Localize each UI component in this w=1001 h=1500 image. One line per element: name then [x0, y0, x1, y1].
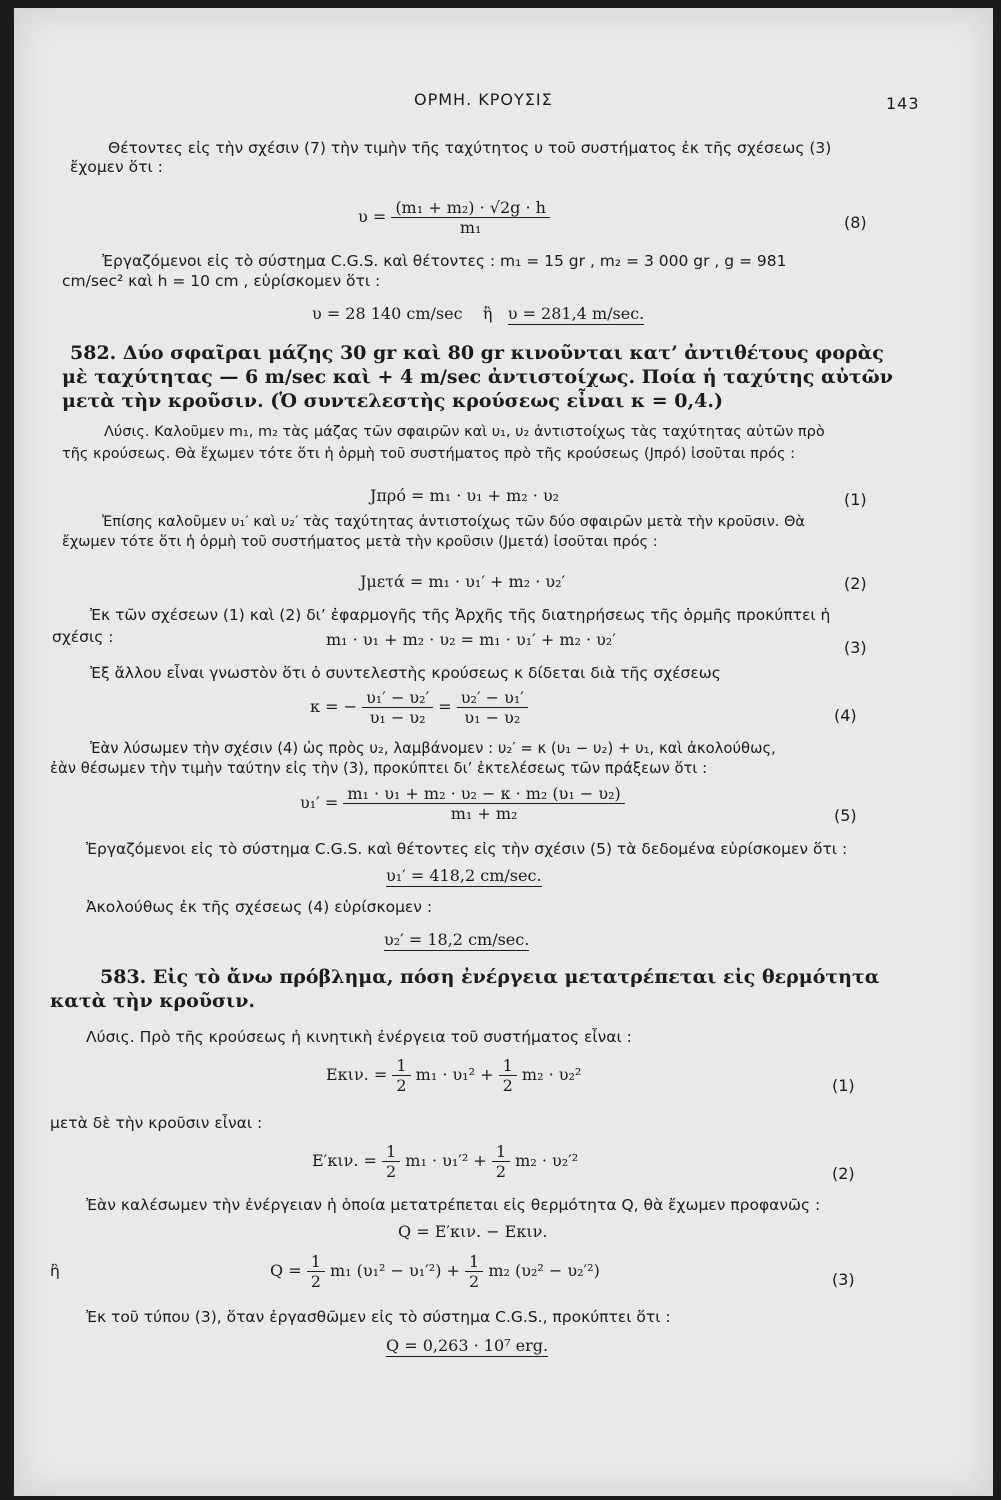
- equation-4-denominator-1: υ₁ − υ₂: [369, 708, 426, 727]
- equation-8-fraction: [391, 198, 550, 237]
- equation-583-3: [270, 1252, 600, 1291]
- intro-line-2: ἔχομεν ὅτι :: [70, 158, 163, 176]
- half-fraction: [382, 1142, 400, 1181]
- equation-582-4: [310, 688, 528, 727]
- final-result-text: Q = 0,263 · 10⁷ erg.: [386, 1336, 549, 1355]
- equation-8-denominator: m₁: [459, 218, 482, 237]
- half-fraction: [392, 1056, 410, 1095]
- q-definition: Q = E′κιν. − Eκιν.: [398, 1222, 548, 1241]
- equation-5-numerator: m₁ · υ₁ + m₂ · υ₂ − κ · m₂ (υ₁ − υ₂): [343, 784, 624, 804]
- equation-5-denominator: m₁ + m₂: [450, 804, 518, 823]
- equation-8: [358, 198, 550, 237]
- half-denominator: 2: [385, 1162, 397, 1181]
- solution-582-line-6: σχέσις :: [52, 628, 114, 646]
- equation-583-3-term-2: m₂ (υ₂² − υ₂′²): [488, 1261, 600, 1280]
- final-result: [386, 1336, 548, 1355]
- equation-4-lhs: κ = −: [310, 697, 357, 716]
- half-numerator: 1: [307, 1252, 325, 1272]
- half-numerator: 1: [392, 1056, 410, 1076]
- problem-582-line-3: μετὰ τὴν κροῦσιν. (Ὁ συντελεστὴς κρούσεως εἶναι κ = 0,4.): [62, 390, 723, 412]
- half-denominator: 2: [396, 1076, 407, 1095]
- equation-583-3-term-1: m₁ (υ₁² − υ₁′²) +: [329, 1261, 460, 1280]
- equation-582-5: [300, 784, 625, 823]
- solution-582-line-2: τῆς κρούσεως. Θὰ ἔχωμεν τότε ὅτι ἡ ὁρμὴ τοῦ συστήματος πρὸ τῆς κρούσεως (Jπρό) ἰσοῦται πρός :: [62, 446, 795, 462]
- solution-583-line-2: μετὰ δὲ τὴν κροῦσιν εἶναι :: [50, 1114, 263, 1132]
- intro-line-1: Θέτοντες εἰς τὴν σχέσιν (7) τὴν τιμὴν τῆς ταχύτητος υ τοῦ συστήματος ἐκ τῆς σχέσεως (3): [108, 139, 832, 157]
- half-numerator: 1: [492, 1142, 510, 1162]
- result-8-or: ἢ: [482, 304, 493, 323]
- book-page: [14, 8, 993, 1496]
- equation-8-number: (8): [844, 213, 867, 232]
- half-fraction: [492, 1142, 510, 1181]
- solution-582-line-3: Ἐπίσης καλοῦμεν υ₁′ καὶ υ₂′ τὰς ταχύτητας ἀντιστοίχως τῶν δύο σφαιρῶν μετὰ τὴν κροῦσιν. Θὰ: [102, 514, 805, 530]
- equation-4-numerator-2: υ₂′ − υ₁′: [457, 688, 528, 708]
- problem-582-line-2: μὲ ταχύτητας — 6 m/sec καὶ + 4 m/sec ἀντιστοίχως. Ποία ἡ ταχύτης αὐτῶν: [62, 366, 893, 388]
- equation-583-1-term-1: m₁ · υ₁² +: [415, 1065, 494, 1084]
- equation-583-2-term-1: m₁ · υ₁′² +: [405, 1151, 487, 1170]
- half-numerator: 1: [499, 1056, 517, 1076]
- running-head: ΟΡΜΗ. ΚΡΟΥΣΙΣ: [414, 90, 553, 109]
- result-8-m: υ = 281,4 m/sec.: [507, 304, 645, 323]
- result-582-v2-text: υ₂′ = 18,2 cm/sec.: [384, 930, 530, 949]
- equation-4-fraction-1: [362, 688, 433, 727]
- result-582-v2: [384, 930, 529, 949]
- equation-583-1-lhs: Eκιν. =: [326, 1065, 388, 1084]
- solution-583-line-3: Ἐὰν καλέσωμεν τὴν ἐνέργειαν ἡ ὁποία μετατρέπεται εἰς θερμότητα Q, θὰ ἔχωμεν προφανῶς :: [86, 1196, 821, 1214]
- solution-582-line-8: Ἐὰν λύσωμεν τὴν σχέσιν (4) ὡς πρὸς υ₂, λαμβάνομεν : υ₂′ = κ (υ₁ − υ₂) + υ₁, καὶ ἀκολούθως,: [90, 740, 776, 757]
- equation-582-4-number: (4): [834, 706, 857, 725]
- equation-8-lhs: υ =: [358, 207, 387, 226]
- equation-4-denominator-2: υ₁ − υ₂: [464, 708, 521, 727]
- equation-583-1-term-2: m₂ · υ₂²: [521, 1065, 582, 1084]
- equation-582-5-number: (5): [834, 806, 857, 825]
- half-denominator: 2: [502, 1076, 513, 1095]
- half-denominator: 2: [310, 1272, 321, 1291]
- half-denominator: 2: [495, 1162, 507, 1181]
- equation-4-fraction-2: [457, 688, 528, 727]
- equation-582-1: Jπρό = m₁ · υ₁ + m₂ · υ₂: [370, 486, 560, 505]
- solution-582-line-11: Ἀκολούθως ἐκ τῆς σχέσεως (4) εὑρίσκομεν :: [86, 898, 433, 916]
- result-8: [312, 304, 644, 323]
- equation-583-3-number: (3): [832, 1270, 855, 1289]
- equation-583-3-lhs: Q =: [270, 1261, 302, 1280]
- equation-5-lhs: υ₁′ =: [300, 793, 339, 812]
- or-connector: ἢ: [50, 1262, 60, 1280]
- equation-4-equals: =: [438, 697, 452, 716]
- problem-583-line-1: 583. Εἰς τὸ ἄνω πρόβλημα, πόση ἐνέργεια μετατρέπεται εἰς θερμότητα: [100, 966, 880, 988]
- result-8-cm: υ = 28 140 cm/sec: [312, 304, 463, 323]
- equation-583-2-term-2: m₂ · υ₂′²: [515, 1151, 579, 1170]
- work-8-line-2: cm/sec² καὶ h = 10 cm , εὑρίσκομεν ὅτι :: [62, 272, 381, 290]
- half-fraction: [499, 1056, 517, 1095]
- equation-583-2-number: (2): [832, 1164, 855, 1183]
- equation-582-2-number: (2): [844, 574, 867, 593]
- solution-582-line-4: ἔχωμεν τότε ὅτι ἡ ὁρμὴ τοῦ συστήματος μετὰ τὴν κροῦσιν (Jμετά) ἰσοῦται πρός :: [62, 534, 658, 550]
- result-582-v1-text: υ₁′ = 418,2 cm/sec.: [386, 866, 542, 885]
- problem-582-line-1: 582. Δύο σφαῖραι μάζης 30 gr καὶ 80 gr κινοῦνται κατ’ ἀντιθέτους φορὰς: [70, 342, 884, 364]
- equation-583-1: [326, 1056, 581, 1095]
- half-numerator: 1: [382, 1142, 400, 1162]
- equation-582-2: Jμετά = m₁ · υ₁′ + m₂ · υ₂′: [360, 572, 566, 591]
- half-fraction: [465, 1252, 483, 1291]
- equation-583-1-number: (1): [832, 1076, 855, 1095]
- solution-582-line-5: Ἐκ τῶν σχέσεων (1) καὶ (2) δι’ ἐφαρμογῆς τῆς Ἀρχῆς τῆς διατηρήσεως τῆς ὁρμῆς προκύπτει ἡ: [90, 606, 831, 624]
- equation-8-numerator: (m₁ + m₂) · √2g · h: [391, 198, 550, 218]
- equation-582-1-number: (1): [844, 490, 867, 509]
- solution-582-line-9: ἐὰν θέσωμεν τὴν τιμὴν ταύτην εἰς τὴν (3), προκύπτει δι’ ἐκτελέσεως τῶν πράξεων ὅτι :: [50, 760, 708, 777]
- page-number: 143: [886, 94, 920, 113]
- solution-583-line-4: Ἐκ τοῦ τύπου (3), ὅταν ἐργασθῶμεν εἰς τὸ σύστημα C.G.S., προκύπτει ὅτι :: [86, 1308, 671, 1326]
- solution-582-line-10: Ἐργαζόμενοι εἰς τὸ σύστημα C.G.S. καὶ θέτοντες εἰς τὴν σχέσιν (5) τὰ δεδομένα εὑρίσκομεν ὅτι :: [86, 840, 848, 858]
- half-fraction: [307, 1252, 325, 1291]
- solution-582-line-7: Ἐξ ἄλλου εἶναι γνωστὸν ὅτι ὁ συντελεστὴς κρούσεως κ δίδεται διὰ τῆς σχέσεως: [90, 664, 721, 682]
- half-denominator: 2: [469, 1272, 480, 1291]
- equation-4-numerator-1: υ₁′ − υ₂′: [362, 688, 433, 708]
- equation-583-2-lhs: E′κιν. =: [312, 1151, 377, 1170]
- solution-582-line-1: Λύσις. Καλοῦμεν m₁, m₂ τὰς μάζας τῶν σφαιρῶν καὶ υ₁, υ₂ ἀντιστοίχως τὰς ταχύτητας αὐτῶν πρὸ: [104, 424, 825, 440]
- equation-582-3: m₁ · υ₁ + m₂ · υ₂ = m₁ · υ₁′ + m₂ · υ₂′: [326, 630, 616, 649]
- problem-583-line-2: κατὰ τὴν κροῦσιν.: [50, 990, 256, 1012]
- work-8-line-1: Ἐργαζόμενοι εἰς τὸ σύστημα C.G.S. καὶ θέτοντες : m₁ = 15 gr , m₂ = 3 000 gr , g = 981: [102, 252, 787, 270]
- equation-583-2: [312, 1142, 578, 1181]
- result-582-v1: [386, 866, 542, 885]
- equation-582-3-number: (3): [844, 638, 867, 657]
- solution-583-line-1: Λύσις. Πρὸ τῆς κρούσεως ἡ κινητικὴ ἐνέργεια τοῦ συστήματος εἶναι :: [86, 1028, 632, 1046]
- equation-5-fraction: [343, 784, 624, 823]
- half-numerator: 1: [465, 1252, 483, 1272]
